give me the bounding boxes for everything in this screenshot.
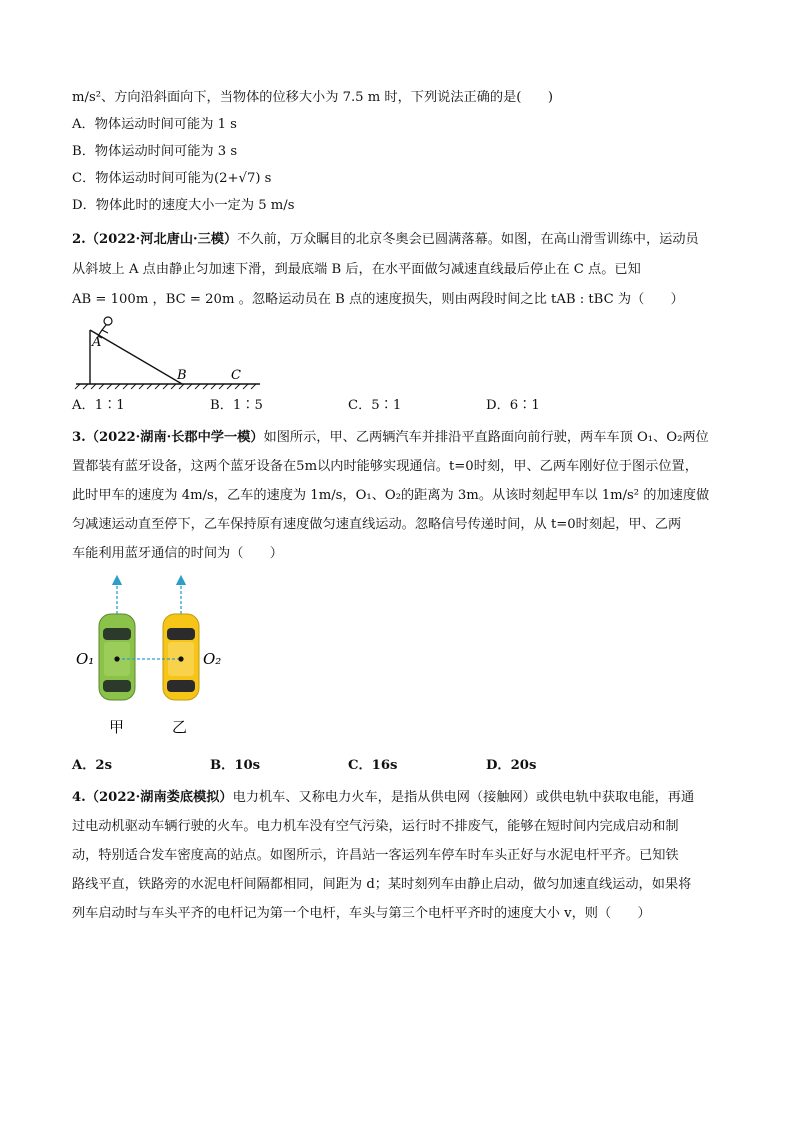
q3-text-1: 如图所示，甲、乙两辆汽车并排沿平直路面向前行驶，两车车顶 O₁、O₂两位 xyxy=(263,430,709,445)
q1-option-d: D．物体此时的速度大小一定为 5 m/s xyxy=(72,198,295,213)
q2-choice-a: A．1∶1 xyxy=(72,398,125,413)
q3-line-5: 车能利用蓝牙通信的时间为（ ） xyxy=(72,546,283,561)
ground-hatching xyxy=(75,384,256,389)
q3-choices xyxy=(72,754,722,776)
q1-option-b: B．物体运动时间可能为 3 s xyxy=(72,144,238,159)
q4-line-4: 路线平直，铁路旁的水泥电杆间隔都相同，间距为 d；某时刻列车由静止启动，做匀加速直线运动，如果将 xyxy=(72,877,692,892)
q3-line-1 xyxy=(72,428,722,450)
slope-incline xyxy=(90,330,182,384)
q1-option-a: A．物体运动时间可能为 1 s xyxy=(72,117,237,132)
q2-text-1: 不久前，万众瞩目的北京冬奥会已圆满落幕。如图，在高山滑雪训练中，运动员 xyxy=(237,232,699,247)
q2-choice-b: B．1∶5 xyxy=(210,398,263,413)
q3-figure xyxy=(72,572,722,750)
o2-point xyxy=(178,656,183,661)
q2-choice-c: C．5∶1 xyxy=(348,398,402,413)
q4-line-5: 列车启动时与车头平齐的电杆记为第一个电杆，车头与第三个电杆平齐时的速度大小 v，则（ ） xyxy=(72,906,651,921)
o1-point xyxy=(114,656,119,661)
q3-choice-d: D．20s xyxy=(486,758,537,773)
q2-figure xyxy=(72,316,722,390)
q3-choice-b: B．10s xyxy=(210,758,261,773)
q3-line-4: 匀减速运动直至停下，乙车保持原有速度做匀速直线运动。忽略信号传递时间，从 t=0时刻起，甲、乙两 xyxy=(72,517,682,532)
q3-choice-c: C．16s xyxy=(348,758,398,773)
q3-line-3: 此时甲车的速度为 4m/s，乙车的速度为 1m/s，O₁、O₂的距离为 3m。从该时刻起甲车以 1m/s² 的加速度做 xyxy=(72,488,710,503)
label-a: A xyxy=(92,335,102,350)
q4-text-1: 电力机车、又称电力火车，是指从供电网（接触网）或供电轨中获取电能，再通 xyxy=(232,790,695,805)
q3-source: （2022·湖南·长郡中学一模） xyxy=(85,430,264,445)
q4-line-2: 过电动机驱动车辆行驶的火车。电力机车没有空气污染，运行时不排废气，能够在短时间内完成启动和制 xyxy=(72,819,679,834)
q2-choice-d: D．6∶1 xyxy=(486,398,540,413)
q4-line-3: 动，特别适合发车密度高的站点。如图所示，许昌站一客运列车停车时车头正好与水泥电杆平齐。已知铁 xyxy=(72,848,679,863)
label-car-yi: 乙 xyxy=(172,718,188,736)
q2-number: 2. xyxy=(72,232,86,247)
q4-line-1 xyxy=(72,788,722,810)
cars-diagram xyxy=(72,572,272,750)
label-c: C xyxy=(231,368,241,383)
label-car-jia: 甲 xyxy=(109,718,125,736)
q2-line-2: 从斜坡上 A 点由静止匀加速下滑，到最底端 B 后，在水平面做匀减速直线最后停止在 C 点。已知 xyxy=(72,262,641,277)
label-b: B xyxy=(177,368,187,383)
label-o1: O₁ xyxy=(76,650,95,668)
q3-line-2: 置都装有蓝牙设备，这两个蓝牙设备在5m以内时能够实现通信。t=0时刻，甲、乙两车刚好位于图示位置， xyxy=(72,459,698,474)
q4-number: 4. xyxy=(72,790,86,805)
slope-diagram xyxy=(72,316,272,390)
q2-line-1 xyxy=(72,230,722,252)
q2-source: （2022·河北唐山·三模） xyxy=(85,232,238,247)
q2-line-3: AB = 100m ，BC = 20m 。忽略运动员在 B 点的速度损失，则由两段时间之比 tAB : tBC 为（ ） xyxy=(72,292,684,307)
q3-choice-a: A．2s xyxy=(72,758,113,773)
q2-choices xyxy=(72,394,722,416)
q1-option-c: C．物体运动时间可能为(2+√7) s xyxy=(72,171,272,186)
q1-stem: m/s²、方向沿斜面向下，当物体的位移大小为 7.5 m 时，下列说法正确的是( ) xyxy=(72,90,553,105)
q4-source: （2022·湖南娄底模拟） xyxy=(85,790,233,805)
q3-number: 3. xyxy=(72,430,86,445)
label-o2: O₂ xyxy=(203,650,222,668)
document-page xyxy=(72,88,722,926)
